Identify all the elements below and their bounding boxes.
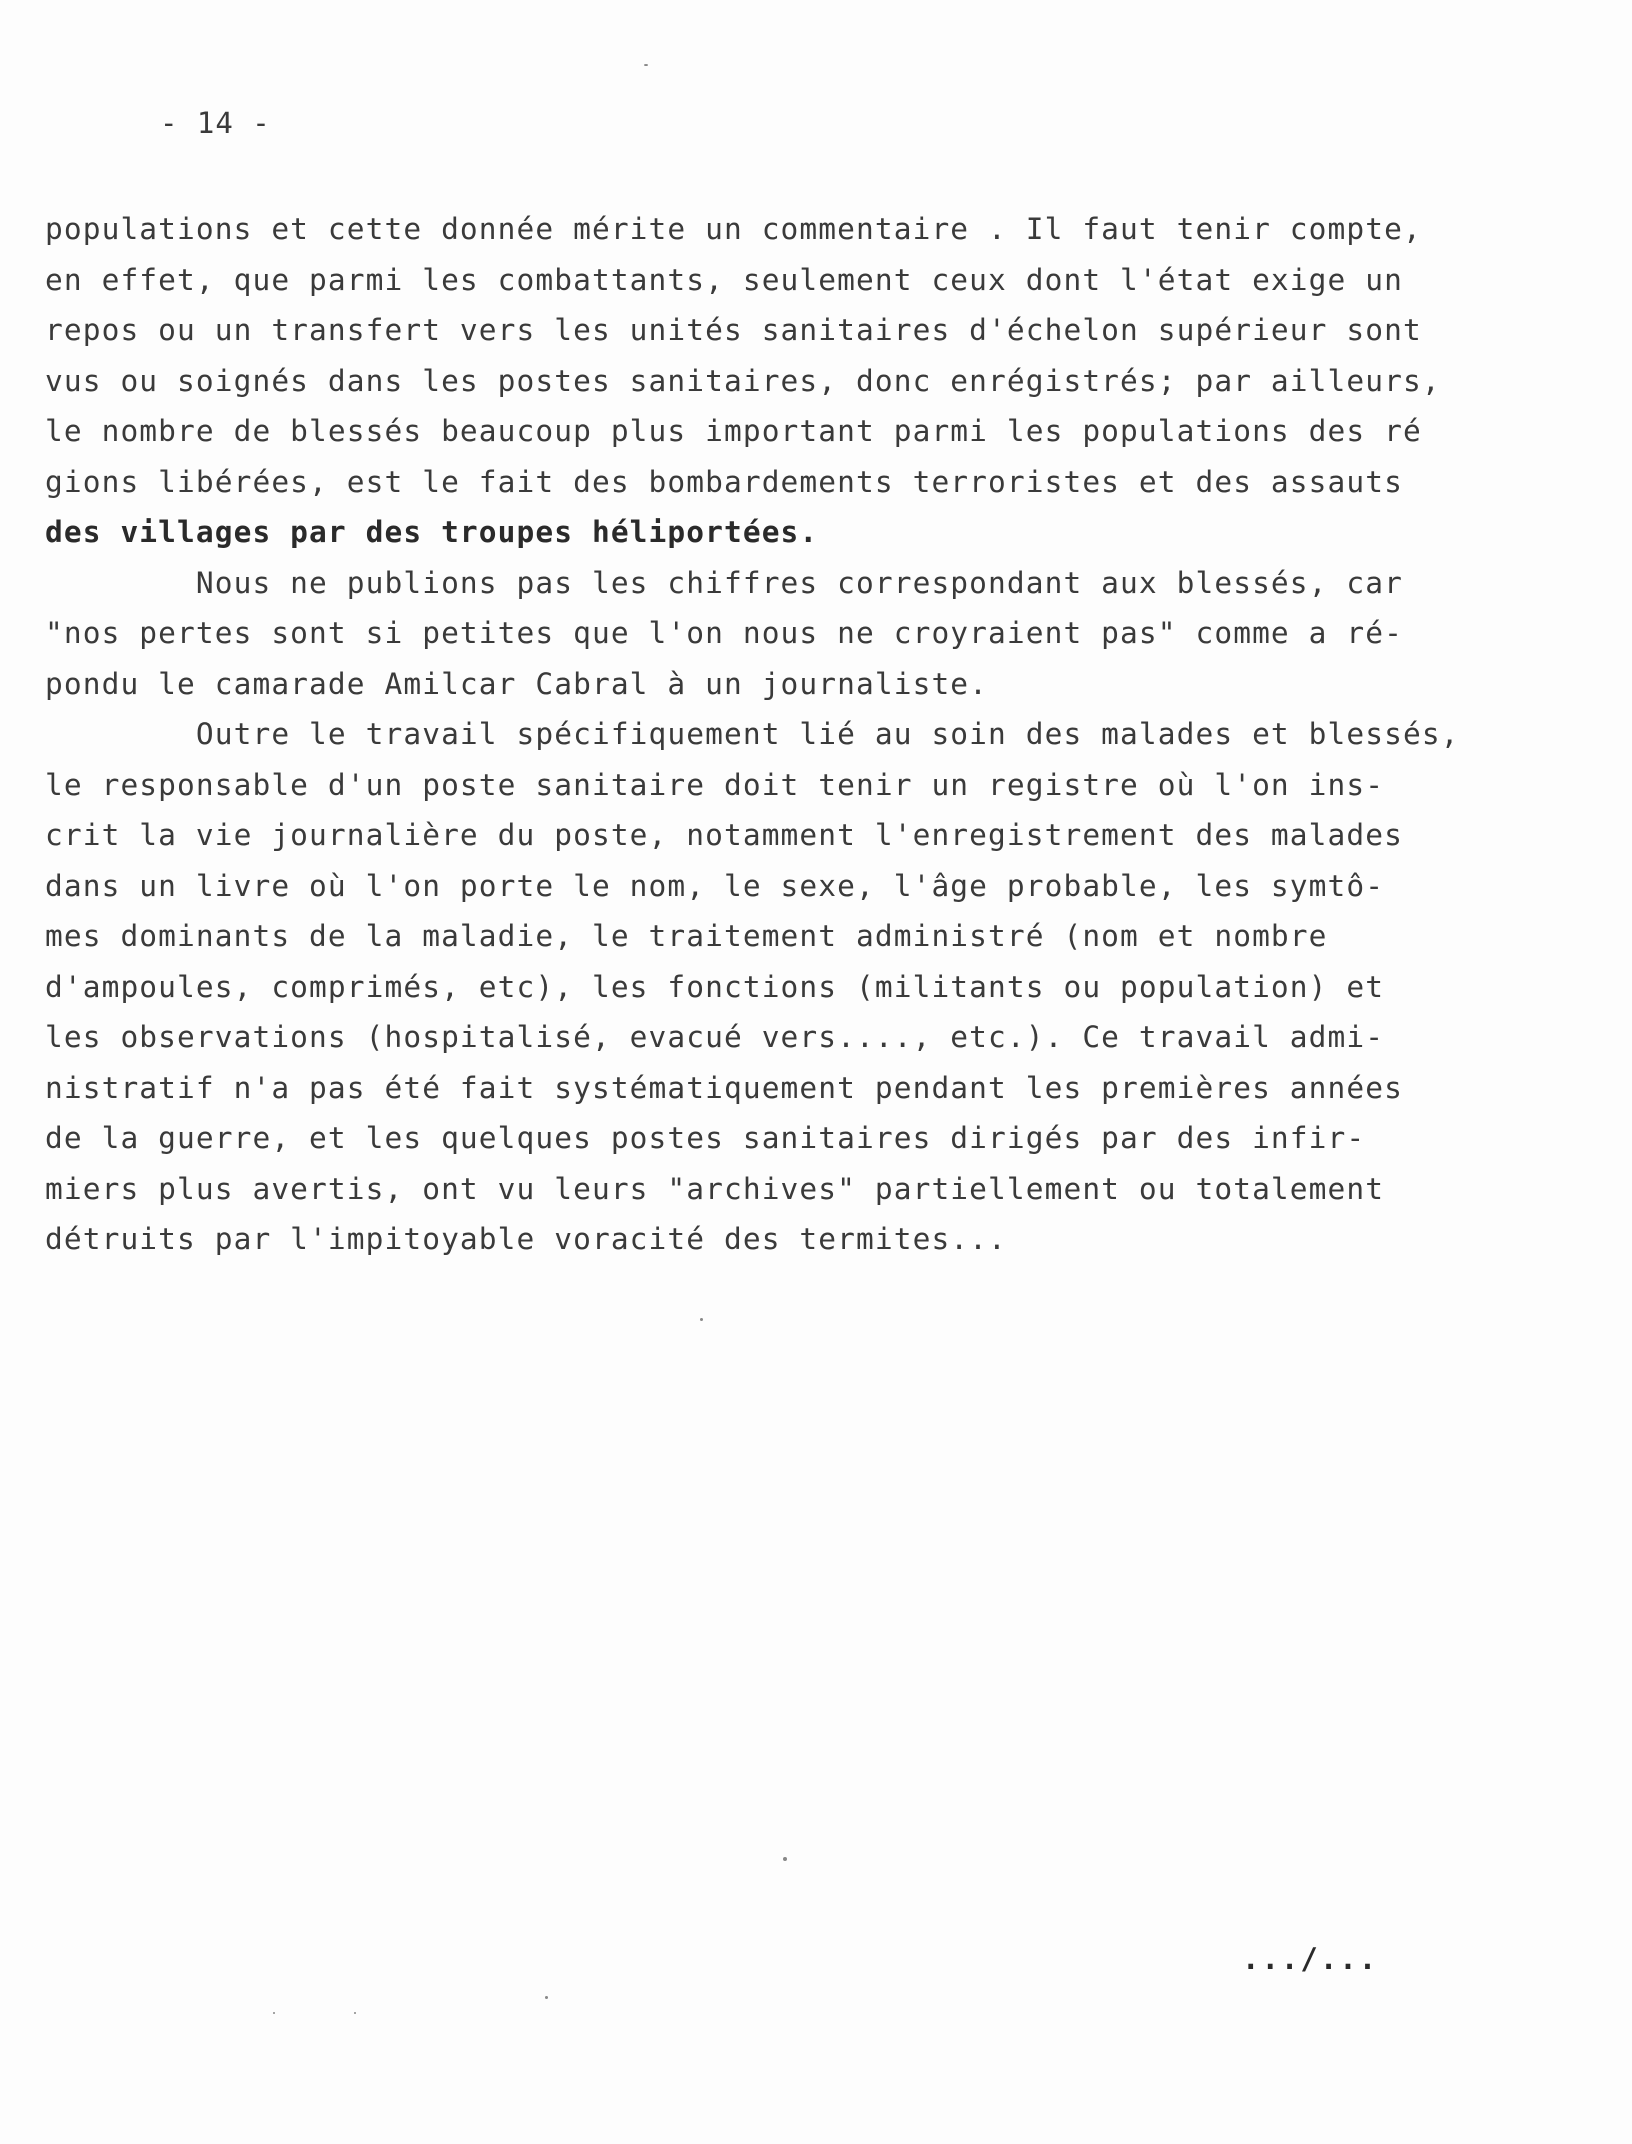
scan-speck	[354, 2012, 356, 2014]
continuation-mark: .../...	[1242, 1942, 1379, 1976]
text-line: le nombre de blessés beaucoup plus important parmi les populations des ré	[45, 414, 1422, 448]
text-line: "nos pertes sont si petites que l'on nous ne croyraient pas" comme a ré-	[45, 616, 1403, 650]
scan-speck	[273, 2012, 275, 2014]
text-line: repos ou un transfert vers les unités sanitaires d'échelon supérieur sont	[45, 313, 1422, 347]
scan-speck	[644, 64, 648, 66]
text-line: pondu le camarade Amilcar Cabral à un journaliste.	[45, 666, 989, 701]
text-line: les observations (hospitalisé, evacué vers...., etc.). Ce travail admi-	[45, 1020, 1385, 1054]
text-line: Outre le travail spécifiquement lié au soin des malades et blessés,	[45, 717, 1460, 751]
scan-speck	[700, 1318, 703, 1321]
text-line: vus ou soignés dans les postes sanitaires, donc enrégistrés; par ailleurs,	[45, 363, 1441, 398]
text-line: des villages par des troupes héliportées.	[45, 515, 819, 549]
text-line: miers plus avertis, ont vu leurs "archives" partiellement ou totalement	[45, 1171, 1385, 1206]
text-line: nistratif n'a pas été fait systématiquement pendant les premières années	[45, 1070, 1403, 1105]
text-line: crit la vie journalière du poste, notamment l'enregistrement des malades	[45, 818, 1403, 852]
text-line: le responsable d'un poste sanitaire doit tenir un registre où l'on ins-	[45, 767, 1385, 802]
text-line: mes dominants de la maladie, le traitement administré (nom et nombre	[45, 919, 1328, 953]
text-line: de la guerre, et les quelques postes sanitaires dirigés par des infir-	[45, 1121, 1366, 1155]
text-line: détruits par l'impitoyable voracité des termites...	[45, 1222, 1007, 1256]
page-number: - 14 -	[160, 106, 271, 140]
scan-speck	[783, 1857, 787, 1861]
body-text	[45, 204, 1515, 1265]
text-line: d'ampoules, comprimés, etc), les fonctions (militants ou population) et	[45, 969, 1385, 1004]
text-line: en effet, que parmi les combattants, seulement ceux dont l'état exige un	[45, 262, 1403, 297]
text-line: dans un livre où l'on porte le nom, le sexe, l'âge probable, les symtô-	[45, 868, 1385, 903]
text-line: gions libérées, est le fait des bombardements terroristes et des assauts	[45, 464, 1403, 499]
scan-speck	[545, 1996, 548, 1999]
text-line: populations et cette donnée mérite un commentaire . Il faut tenir compte,	[45, 212, 1422, 246]
text-line: Nous ne publions pas les chiffres correspondant aux blessés, car	[45, 565, 1403, 600]
